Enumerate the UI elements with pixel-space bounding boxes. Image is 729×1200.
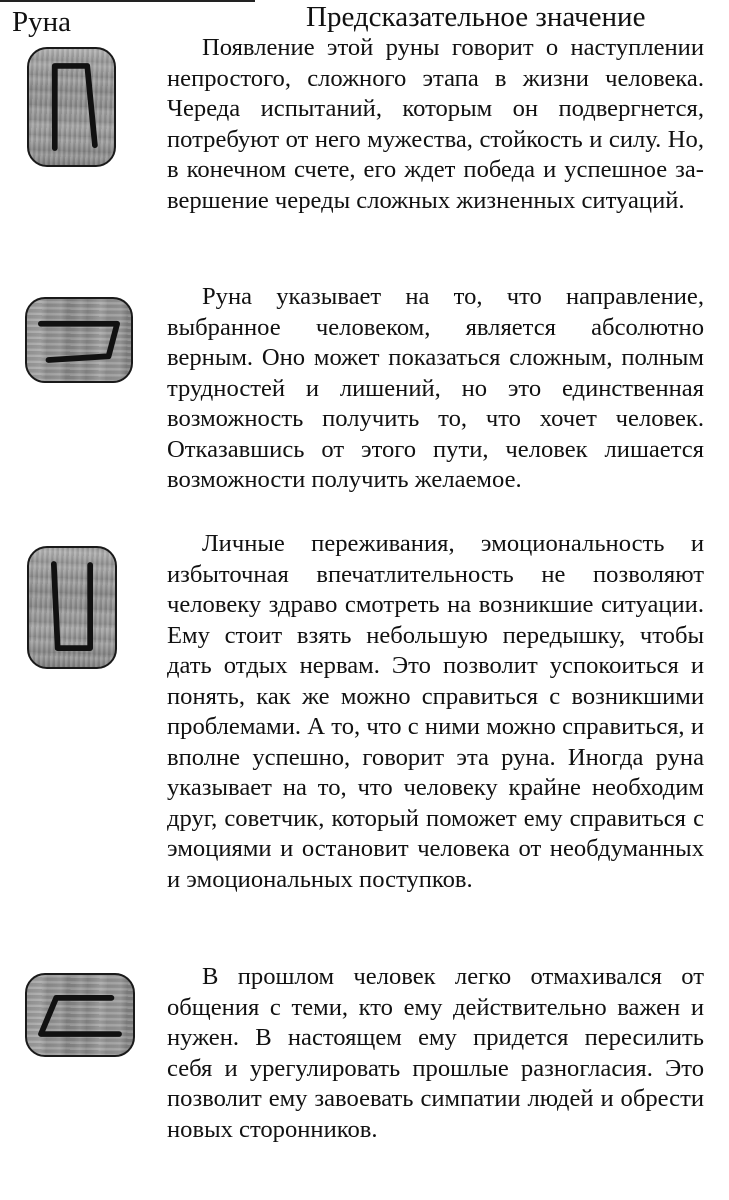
rune-1-meaning: Появление этой руны говорит о наступлении непростого, сложного этапа в жизни человека. Череда испытаний, которым он подвергнется, потребуют от него мужества, стойкость и силу. Но, в конечном счете, его ждет победа и успешное завершение череды сложных жизненных ситуаций. bbox=[167, 34, 704, 214]
rune-inverted-icon bbox=[27, 546, 117, 669]
rune-glyph-rotated-left bbox=[27, 975, 133, 1055]
rune-3-meaning: Личные переживания, эмоциональность и избыточная впечатлительность не позволяют человеку здраво смотреть на возникшие ситуации. Ему стоит взять небольшую передышку, чтобы дать отдых нервам. Это позволит успокоиться и понять, как же можно справиться с возникшими проблемами. А то, что с ними можно справиться, и вполне успешно, говорит эта руна. Иногда руна указывает на то, что человеку крайне необходим друг, советчик, который поможет ему справиться с эмоциями и остановит человека от необдуманных и эмоциональных поступков. bbox=[167, 530, 704, 893]
rune-glyph-rotated-right bbox=[27, 299, 131, 381]
rune-2-meaning: Руна указывает на то, что направление, выбранное человеком, является абсолютно верным. Оно может показаться сложным, полным трудностей и лишений, но это единственная возможность получить то, что хочет человек. Отказавшись от этого пути, человек лишается возможности получить желаемое. bbox=[167, 283, 704, 493]
column-header-meaning: Предсказательное значение bbox=[306, 1, 646, 33]
column-header-rune: Руна bbox=[12, 6, 72, 38]
rune-rotated-left-icon bbox=[25, 973, 135, 1057]
rune-rotated-right-icon bbox=[25, 297, 133, 383]
top-rule bbox=[0, 0, 255, 2]
rune-glyph-upright bbox=[29, 49, 114, 165]
rune-4-meaning: В прошлом человек легко отмахивался от общения с теми, кто ему действительно важен и нужен. В настоящем ему придется пересилить себя и урегулировать прошлые разногласия. Это позволит ему завоевать симпатии людей и обрести новых сторонников. bbox=[167, 963, 704, 1143]
rune-glyph-inverted bbox=[29, 548, 115, 667]
rune-upright-icon bbox=[27, 47, 116, 167]
